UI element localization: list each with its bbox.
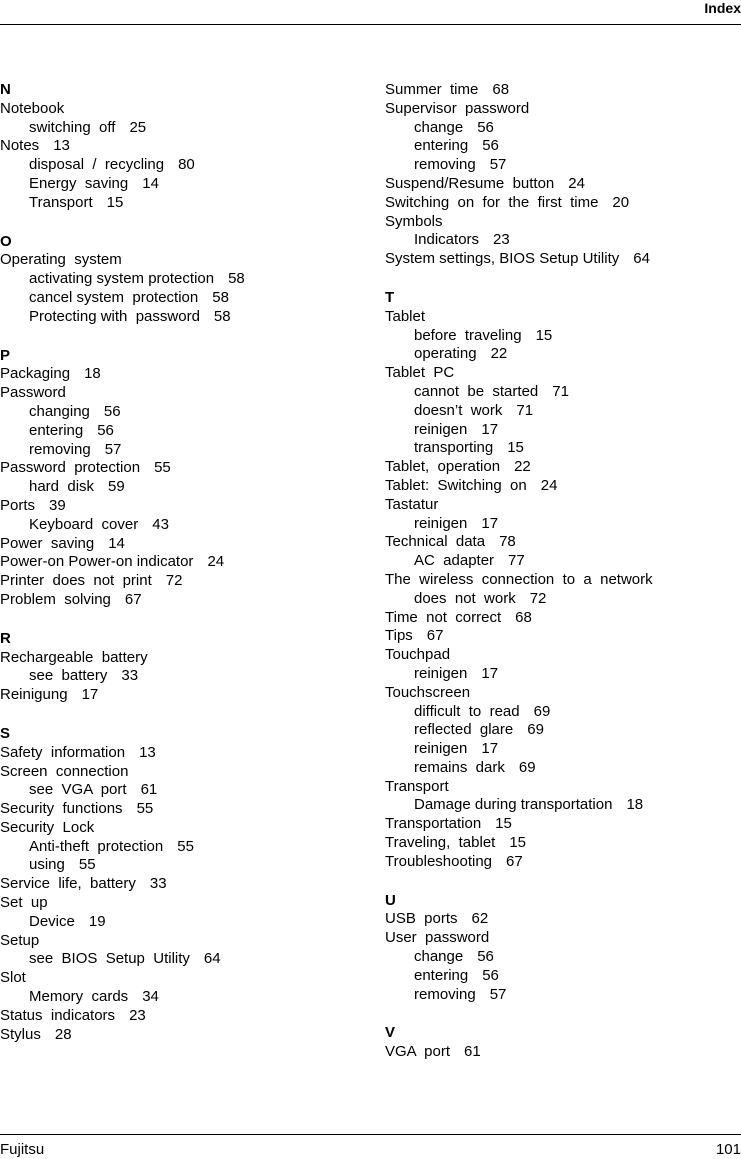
entry-term: before traveling — [414, 326, 522, 344]
index-entry — [0, 969, 370, 988]
section-spacer — [0, 610, 370, 630]
index-subentry — [0, 289, 370, 308]
entry-page-number: 13 — [139, 743, 156, 761]
index-section — [385, 872, 741, 1005]
index-entry — [385, 477, 741, 496]
index-subentry — [0, 478, 370, 497]
entry-term: Password — [0, 384, 66, 402]
entry-term: reinigen — [414, 420, 468, 438]
entry-term: USB ports — [385, 910, 458, 928]
entry-term: Security functions — [0, 800, 123, 818]
entry-page-number: 56 — [482, 966, 499, 984]
entry-term: Damage during transportation — [414, 796, 613, 814]
entry-term: reinigen — [414, 664, 468, 682]
entry-term: Slot — [0, 969, 26, 987]
entry-page-number: 68 — [492, 81, 510, 98]
entry-page-number: 28 — [54, 1025, 72, 1043]
index-section — [0, 610, 370, 705]
index-entry — [0, 137, 370, 156]
index-subentry — [0, 516, 370, 535]
entry-term: hard disk — [29, 478, 95, 496]
section-letter: V — [385, 1024, 396, 1042]
entry-term: Transport — [29, 193, 93, 211]
entry-term: Supervisor password — [385, 99, 530, 117]
entry-term: switching off — [29, 118, 116, 136]
entry-term: VGA port — [385, 1043, 451, 1061]
entry-term: Status indicators — [0, 1006, 116, 1024]
entry-term: Tablet PC — [385, 364, 455, 382]
index-entry — [385, 684, 741, 703]
footer-page-number: 101 — [715, 1141, 741, 1158]
index-entry — [385, 308, 741, 327]
section-spacer — [0, 327, 370, 347]
index-subentry — [385, 665, 741, 684]
index-subentry — [0, 194, 370, 213]
index-entry — [0, 497, 370, 516]
entry-page-number: 62 — [471, 910, 489, 928]
entry-term: Printer does not print — [0, 572, 152, 590]
entry-term: reinigen — [414, 740, 468, 758]
entry-term: Set up — [0, 894, 48, 912]
entry-page-number: 72 — [529, 589, 547, 607]
entry-page-number: 23 — [129, 1006, 146, 1024]
section-spacer — [385, 269, 741, 289]
index-entry — [0, 686, 370, 705]
entry-term: doesn’t work — [414, 401, 503, 419]
index-entry — [385, 213, 741, 232]
index-subentry — [0, 988, 370, 1007]
index-entry — [385, 778, 741, 797]
index-entry — [0, 894, 370, 913]
entry-page-number: 17 — [81, 686, 99, 704]
index-entry — [385, 100, 741, 119]
entry-term: Power saving — [0, 534, 95, 552]
entry-term: Power-on Power-on indicator — [0, 553, 194, 571]
entry-term: Energy saving — [29, 174, 129, 192]
entry-page-number: 23 — [493, 231, 510, 249]
entry-term: Tips — [385, 627, 413, 645]
entry-term: Notebook — [0, 99, 65, 117]
entry-term: Time not correct — [385, 608, 502, 626]
entry-page-number: 69 — [533, 702, 551, 720]
index-entry — [0, 744, 370, 763]
entry-page-number: 14 — [142, 174, 159, 192]
section-letter: P — [0, 346, 11, 364]
entry-page-number: 55 — [78, 856, 96, 874]
entry-page-number: 67 — [426, 627, 444, 645]
entry-term: Transportation — [385, 815, 482, 833]
entry-page-number: 77 — [508, 552, 525, 570]
entry-term: entering — [414, 966, 469, 984]
entry-page-number: 22 — [490, 345, 508, 363]
section-spacer — [0, 213, 370, 233]
entry-page-number: 78 — [499, 533, 516, 551]
index-subentry — [0, 838, 370, 857]
index-subentry — [385, 590, 741, 609]
entry-term: Suspend/Resume button — [385, 174, 555, 192]
index-entry — [0, 649, 370, 668]
index-entry — [385, 910, 741, 929]
index-entry — [385, 571, 741, 590]
index-subentry — [0, 175, 370, 194]
entry-page-number: 57 — [489, 985, 507, 1003]
entry-term: entering — [29, 421, 84, 439]
entry-term: change — [414, 948, 464, 966]
section-spacer — [0, 705, 370, 725]
index-entry — [0, 251, 370, 270]
entry-term: entering — [414, 137, 469, 155]
entry-term: Stylus — [0, 1025, 41, 1043]
index-subentry — [385, 948, 741, 967]
entry-page-number: 68 — [515, 608, 532, 626]
entry-page-number: 18 — [626, 796, 644, 814]
index-subentry — [0, 856, 370, 875]
entry-page-number: 69 — [527, 721, 544, 739]
index-entry — [0, 875, 370, 894]
index-entry — [385, 815, 741, 834]
index-entry — [385, 533, 741, 552]
entry-page-number: 61 — [140, 781, 158, 799]
entry-term: Switching on for the first time — [385, 193, 599, 211]
entry-term: Troubleshooting — [385, 852, 493, 870]
index-entry — [0, 763, 370, 782]
entry-term: Reinigung — [0, 686, 68, 704]
entry-term: Protecting with password — [29, 307, 200, 325]
entry-term: Symbols — [385, 212, 443, 230]
index-subentry — [385, 796, 741, 815]
section-letter: U — [385, 891, 396, 909]
index-entry — [385, 929, 741, 948]
entry-term: Ports — [0, 496, 36, 514]
section-spacer — [385, 872, 741, 892]
index-subentry — [385, 552, 741, 571]
entry-page-number: 56 — [477, 118, 494, 136]
entry-page-number: 13 — [53, 137, 70, 155]
entry-page-number: 56 — [103, 402, 121, 420]
index-entry — [385, 364, 741, 383]
entry-page-number: 17 — [481, 664, 499, 682]
entry-term: Problem solving — [0, 590, 111, 608]
index-subentry — [0, 422, 370, 441]
entry-term: cannot be started — [414, 382, 539, 400]
entry-term: change — [414, 118, 464, 136]
entry-page-number: 56 — [477, 948, 494, 966]
entry-page-number: 17 — [481, 420, 499, 438]
entry-term: remains dark — [414, 758, 505, 776]
index-entry — [0, 800, 370, 819]
entry-page-number: 69 — [518, 758, 536, 776]
index-entry — [0, 384, 370, 403]
entry-term: Memory cards — [29, 988, 129, 1006]
index-entry — [385, 81, 741, 100]
entry-page-number: 33 — [121, 667, 139, 685]
index-subentry — [0, 667, 370, 686]
entry-term: Safety information — [0, 743, 126, 761]
index-subentry — [385, 402, 741, 421]
index-entry — [385, 458, 741, 477]
index-entry — [385, 646, 741, 665]
section-letter: R — [0, 629, 11, 647]
entry-page-number: 17 — [481, 514, 499, 532]
index-column-left — [0, 81, 370, 1044]
index-entry — [385, 175, 741, 194]
footer-publisher: Fujitsu — [0, 1141, 45, 1158]
entry-term: Device — [29, 912, 75, 930]
entry-page-number: 80 — [178, 156, 195, 174]
entry-page-number: 58 — [212, 288, 229, 306]
entry-page-number: 20 — [612, 193, 630, 211]
entry-page-number: 72 — [165, 572, 183, 590]
entry-term: Service life, battery — [0, 875, 136, 893]
index-entry — [0, 932, 370, 951]
entry-term: cancel system protection — [29, 288, 199, 306]
entry-term: The wireless connection to a network — [385, 570, 653, 588]
index-subentry — [0, 270, 370, 289]
index-subentry — [385, 703, 741, 722]
index-subentry — [385, 137, 741, 156]
index-entry — [0, 819, 370, 838]
index-entry — [385, 1043, 741, 1062]
entry-page-number: 67 — [506, 852, 523, 870]
index-entry — [0, 365, 370, 384]
entry-page-number: 58 — [213, 307, 231, 325]
entry-page-number: 34 — [142, 988, 159, 1006]
entry-term: Tablet: Switching on — [385, 476, 527, 494]
index-subentry — [385, 986, 741, 1005]
section-letter: O — [0, 232, 12, 250]
entry-page-number: 55 — [177, 837, 194, 855]
entry-page-number: 58 — [228, 270, 245, 288]
page-header-title: Index — [704, 0, 741, 16]
index-subentry — [385, 327, 741, 346]
entry-term: Anti-theft protection — [29, 837, 164, 855]
entry-term: disposal / recycling — [29, 156, 165, 174]
entry-page-number: 17 — [481, 740, 499, 758]
entry-term: does not work — [414, 589, 516, 607]
index-subentry — [0, 781, 370, 800]
index-entry — [0, 459, 370, 478]
entry-page-number: 71 — [552, 382, 569, 400]
index-subentry — [0, 308, 370, 327]
entry-term: Keyboard cover — [29, 515, 139, 533]
entry-page-number: 25 — [129, 118, 147, 136]
entry-term: Tablet — [385, 307, 426, 325]
index-subentry — [0, 441, 370, 460]
entry-term: removing — [414, 156, 476, 174]
entry-page-number: 33 — [149, 875, 167, 893]
entry-page-number: 24 — [207, 553, 225, 571]
index-subentry — [385, 345, 741, 364]
entry-page-number: 22 — [514, 458, 531, 476]
index-subentry — [385, 421, 741, 440]
entry-term: Security Lock — [0, 818, 95, 836]
entry-term: Operating system — [0, 251, 122, 269]
entry-page-number: 24 — [540, 476, 558, 494]
index-section — [385, 81, 741, 269]
entry-page-number: 56 — [482, 137, 499, 155]
entry-page-number: 61 — [464, 1043, 481, 1061]
entry-term: Indicators — [414, 231, 480, 249]
index-entry — [0, 591, 370, 610]
entry-page-number: 64 — [203, 950, 221, 968]
header-divider — [0, 24, 741, 25]
entry-term: difficult to read — [414, 702, 520, 720]
entry-page-number: 56 — [97, 421, 114, 439]
entry-page-number: 55 — [154, 459, 171, 477]
entry-page-number: 57 — [489, 156, 507, 174]
index-section — [0, 705, 370, 1045]
entry-term: User password — [385, 929, 490, 947]
entry-page-number: 15 — [106, 193, 124, 211]
index-entry — [385, 194, 741, 213]
footer-divider — [0, 1134, 741, 1135]
index-subentry — [385, 515, 741, 534]
entry-term: reflected glare — [414, 721, 514, 739]
index-subentry — [385, 740, 741, 759]
entry-term: Notes — [0, 137, 40, 155]
entry-term: transporting — [414, 439, 494, 457]
index-entry — [385, 250, 741, 269]
index-section — [0, 213, 370, 327]
entry-term: using — [29, 856, 65, 874]
entry-page-number: 15 — [495, 815, 512, 833]
entry-term: Traveling, tablet — [385, 834, 496, 852]
entry-term: removing — [414, 985, 476, 1003]
index-subentry — [385, 721, 741, 740]
index-section — [385, 269, 741, 872]
index-subentry — [385, 759, 741, 778]
entry-term: activating system protection — [29, 270, 215, 288]
index-entry — [385, 853, 741, 872]
entry-term: see VGA port — [29, 781, 127, 799]
index-subentry — [385, 119, 741, 138]
index-subentry — [385, 231, 741, 250]
entry-page-number: 43 — [152, 515, 169, 533]
entry-page-number: 67 — [124, 590, 142, 608]
index-entry — [385, 627, 741, 646]
entry-term: Rechargeable battery — [0, 648, 148, 666]
entry-page-number: 39 — [49, 496, 66, 514]
entry-term: Summer time — [385, 81, 479, 98]
entry-term: changing — [29, 402, 90, 420]
index-section — [385, 1004, 741, 1062]
index-entry — [0, 553, 370, 572]
entry-term: Password protection — [0, 459, 141, 477]
entry-term: removing — [29, 440, 91, 458]
entry-page-number: 71 — [516, 401, 534, 419]
entry-term: Transport — [385, 777, 449, 795]
index-subentry — [0, 403, 370, 422]
index-subentry — [385, 967, 741, 986]
entry-term: AC adapter — [414, 552, 495, 570]
index-subentry — [385, 439, 741, 458]
entry-page-number: 15 — [507, 439, 524, 457]
entry-term: reinigen — [414, 514, 468, 532]
entry-term: Touchscreen — [385, 683, 471, 701]
entry-term: System settings, BIOS Setup Utility — [385, 250, 620, 268]
index-subentry — [385, 156, 741, 175]
entry-page-number: 57 — [104, 440, 122, 458]
entry-page-number: 18 — [84, 365, 101, 383]
entry-term: Technical data — [385, 533, 486, 551]
entry-page-number: 24 — [568, 174, 585, 192]
index-subentry — [0, 950, 370, 969]
index-subentry — [0, 156, 370, 175]
entry-page-number: 64 — [633, 250, 650, 268]
entry-term: see BIOS Setup Utility — [29, 950, 190, 968]
entry-term: Screen connection — [0, 762, 129, 780]
index-section — [0, 327, 370, 610]
index-section — [0, 81, 370, 213]
index-entry — [0, 100, 370, 119]
entry-term: Tablet, operation — [385, 458, 501, 476]
entry-page-number: 55 — [136, 800, 154, 818]
section-letter: N — [0, 81, 11, 98]
index-entry — [0, 535, 370, 554]
entry-term: see battery — [29, 667, 108, 685]
entry-term: Tastatur — [385, 495, 439, 513]
section-letter: S — [0, 724, 11, 742]
section-spacer — [385, 1004, 741, 1024]
entry-page-number: 19 — [88, 912, 106, 930]
index-entry — [385, 609, 741, 628]
entry-page-number: 15 — [535, 326, 553, 344]
index-subentry — [385, 383, 741, 402]
entry-page-number: 14 — [108, 534, 125, 552]
entry-term: Touchpad — [385, 646, 451, 664]
index-column-right — [385, 81, 741, 1062]
section-letter: T — [385, 288, 395, 306]
index-entry — [385, 496, 741, 515]
entry-page-number: 15 — [509, 834, 527, 852]
index-entry — [0, 1026, 370, 1045]
index-subentry — [0, 913, 370, 932]
index-entry — [0, 1007, 370, 1026]
entry-page-number: 59 — [108, 478, 125, 496]
entry-term: Setup — [0, 931, 40, 949]
entry-term: operating — [414, 345, 477, 363]
index-subentry — [0, 119, 370, 138]
entry-term: Packaging — [0, 365, 71, 383]
index-entry — [0, 572, 370, 591]
index-entry — [385, 834, 741, 853]
